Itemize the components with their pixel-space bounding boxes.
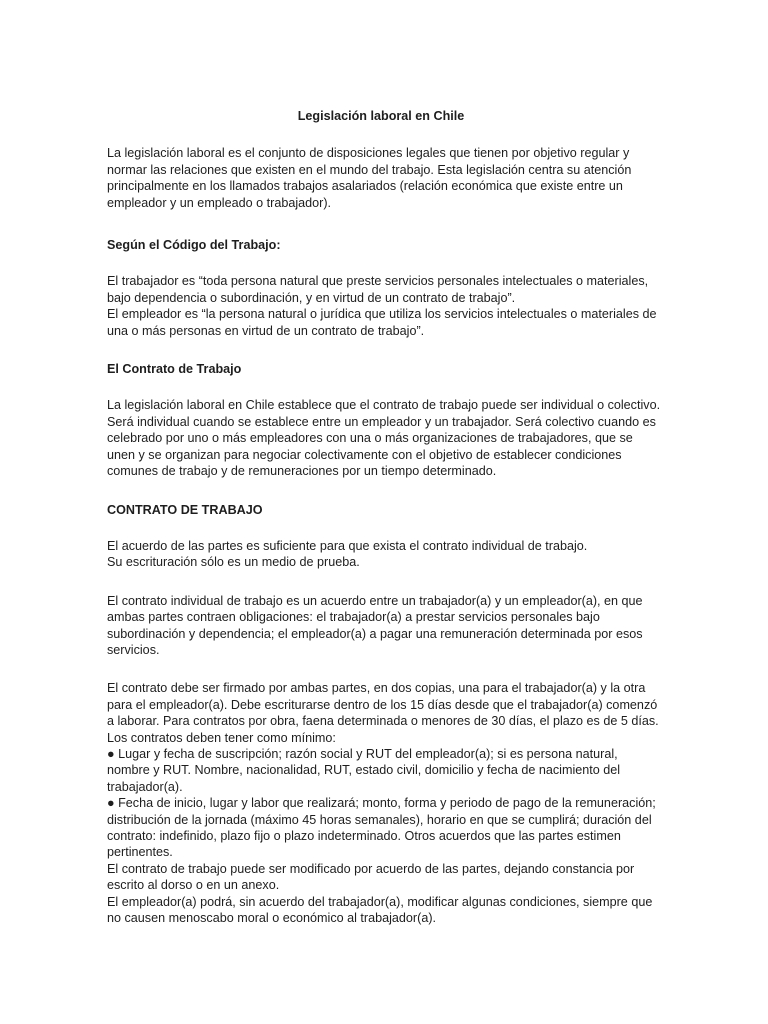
text-line: bajo dependencia o subordinación, y en virtud de un contrato de trabajo”.	[107, 290, 516, 305]
text-line: normar las relaciones que existen en el mundo del trabajo. Esta legislación centra su atención	[107, 162, 632, 177]
heading-contrato-de-trabajo-upper: CONTRATO DE TRABAJO	[107, 502, 263, 517]
text-line: no causen menoscabo moral o económico al trabajador(a).	[107, 911, 437, 926]
text-line: una o más personas en virtud de un contrato de trabajo”.	[107, 323, 425, 338]
text-line: subordinación y dependencia; el empleador(a) a pagar una remuneración determinada por esos	[107, 626, 643, 641]
heading-codigo-del-trabajo: Según el Código del Trabajo:	[107, 238, 281, 253]
document-title: Legislación laboral en Chile	[297, 109, 465, 123]
text-line: El acuerdo de las partes es suficiente para que exista el contrato individual de trabajo.	[107, 538, 588, 553]
bullet-item: ● Lugar y fecha de suscripción; razón social y RUT del empleador(a); si es persona natural,	[107, 746, 618, 761]
text-line: unen y se organizan para negociar colectivamente con el objetivo de establecer condiciones	[107, 447, 622, 462]
text-line: Será individual cuando se establece entre un empleador y un trabajador. Será colectivo cuando es	[107, 414, 656, 429]
contrato-individual-paragraph	[107, 593, 655, 659]
text-line: La legislación laboral en Chile establece que el contrato de trabajo puede ser individual o colectivo.	[107, 398, 661, 413]
text-line: contrato: indefinido, plazo fijo o plazo indeterminado. Otros acuerdos que las partes estimen	[107, 829, 621, 843]
text-line: El empleador(a) podrá, sin acuerdo del trabajador(a), modificar algunas condiciones, siempre que	[107, 894, 653, 909]
text-line: ambas partes contraen obligaciones: el trabajador(a) a prestar servicios personales bajo	[107, 610, 600, 625]
text-line: La legislación laboral es el conjunto de disposiciones legales que tienen por objetivo regular y	[107, 146, 630, 161]
text-line: El contrato individual de trabajo es un acuerdo entre un trabajador(a) y un empleador(a), en que	[107, 593, 643, 608]
text-line: trabajador(a).	[107, 779, 183, 794]
text-line: pertinentes.	[107, 845, 173, 860]
acuerdo-paragraph	[107, 538, 655, 571]
text-line: para el empleador(a). Debe escriturarse dentro de los 15 días desde que el trabajador(a) comenzó	[107, 697, 658, 712]
intro-paragraph	[107, 145, 655, 211]
codigo-paragraph	[107, 273, 655, 339]
text-line: Los contratos deben tener como mínimo:	[107, 730, 336, 745]
text-line: a laborar. Para contratos por obra, faena determinada o menores de 30 días, el plazo es de 5 días.	[107, 714, 659, 729]
text-line: El empleador es “la persona natural o jurídica que utiliza los servicios intelectuales o materiales de	[107, 307, 657, 322]
contrato-paragraph	[107, 397, 661, 479]
text-line: distribución de la jornada (máximo 45 horas semanales), horario en que se cumplirá; duración del	[107, 812, 652, 827]
text-line: Su escrituración sólo es un medio de prueba.	[107, 555, 360, 570]
text-line: escrito al dorso o en un anexo.	[107, 878, 280, 893]
text-line: servicios.	[107, 642, 160, 657]
bullet-item: ● Fecha de inicio, lugar y labor que realizará; monto, forma y periodo de pago de la remuneración;	[107, 796, 656, 811]
text-line: El contrato de trabajo puede ser modificado por acuerdo de las partes, dejando constancia por	[107, 861, 635, 876]
text-line: El contrato debe ser firmado por ambas partes, en dos copias, una para el trabajador(a) y la otra	[107, 681, 646, 696]
text-line: empleador y un empleado o trabajador).	[107, 195, 332, 210]
text-line: nombre y RUT. Nombre, nacionalidad, RUT, estado civil, domicilio y fecha de nacimiento del	[107, 763, 621, 778]
text-line: comunes de trabajo y de remuneraciones por un tiempo determinado.	[107, 464, 497, 479]
document-page	[107, 108, 661, 926]
heading-el-contrato-de-trabajo: El Contrato de Trabajo	[107, 362, 242, 377]
text-line: celebrado por uno o más empleadores con una o más organizaciones de trabajadores, que se	[107, 431, 633, 446]
contrato-firmado-paragraph	[107, 680, 659, 926]
text-line: principalmente en los llamados trabajos asalariados (relación económica que existe entre un	[107, 179, 623, 194]
text-line: El trabajador es “toda persona natural que preste servicios personales intelectuales o materiales,	[107, 274, 649, 289]
